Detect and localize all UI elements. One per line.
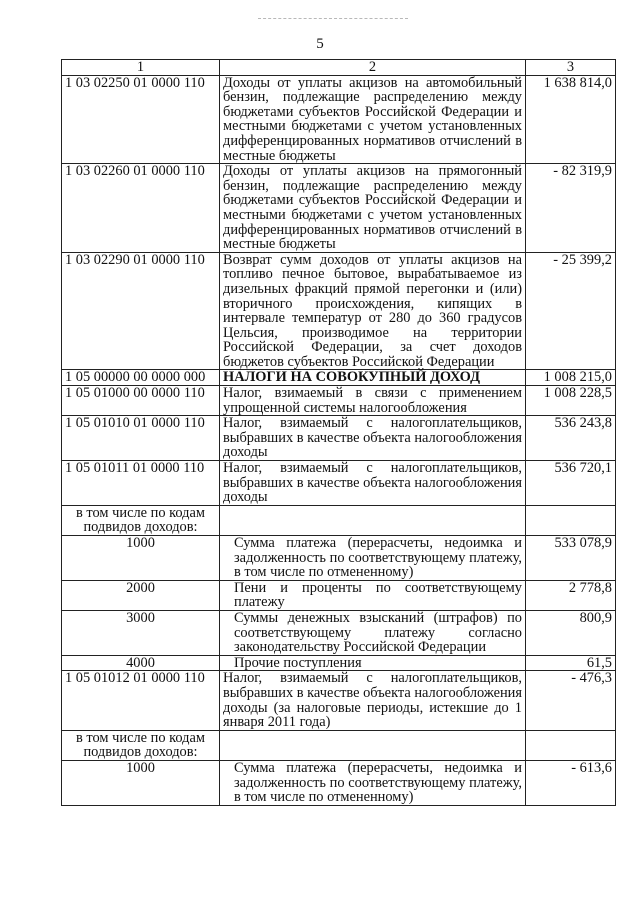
table-row: [62, 75, 616, 164]
description-cell: Налог, взимаемый с налогоплательщиков, выбравших в качестве объекта налогообложения доходы: [220, 416, 526, 461]
amount-cell: [526, 730, 616, 760]
table-body: [62, 75, 616, 805]
table-row: [62, 671, 616, 730]
table-header-row: [62, 60, 616, 76]
description-cell: НАЛОГИ НА СОВОКУПНЫЙ ДОХОД: [220, 370, 526, 386]
description-cell: Доходы от уплаты акцизов на автомобильный бензин, подлежащие распределению между бюджетами субъектов Российской Федерации и местными бюджетами с учетом установленных дифференцированных нормативов отчислений в местные бюджеты: [220, 75, 526, 164]
amount-cell: 1 008 215,0: [526, 370, 616, 386]
description-cell: Налог, взимаемый в связи с применением упрощенной системы налогообложения: [220, 386, 526, 416]
column-header-amount: 3: [526, 60, 616, 76]
table-row: [62, 580, 616, 610]
description-cell: Налог, взимаемый с налогоплательщиков, выбравших в качестве объекта налогообложения доходы: [220, 461, 526, 506]
code-cell: 1 03 02250 01 0000 110: [62, 75, 220, 164]
amount-cell: - 25 399,2: [526, 252, 616, 370]
code-cell: 4000: [62, 655, 220, 671]
column-header-code: 1: [62, 60, 220, 76]
code-cell: 1 05 00000 00 0000 000: [62, 370, 220, 386]
subtype-label-cell: в том числе по кодам подвидов доходов:: [62, 505, 220, 535]
amount-cell: 536 720,1: [526, 461, 616, 506]
code-cell: 1 03 02290 01 0000 110: [62, 252, 220, 370]
code-cell: 1 05 01010 01 0000 110: [62, 416, 220, 461]
description-cell: Сумма платежа (перерасчеты, недоимка и задолженность по соответствующему платежу, в том числе по отмененному): [220, 536, 526, 581]
amount-cell: - 613,6: [526, 760, 616, 805]
code-cell: 2000: [62, 580, 220, 610]
table-row: [62, 252, 616, 370]
description-cell: [220, 730, 526, 760]
amount-cell: 1 008 228,5: [526, 386, 616, 416]
scan-artifact-line: [258, 18, 408, 19]
table-row: [62, 610, 616, 655]
code-cell: 1 05 01012 01 0000 110: [62, 671, 220, 730]
amount-cell: 2 778,8: [526, 580, 616, 610]
amount-cell: 536 243,8: [526, 416, 616, 461]
code-cell: 1000: [62, 760, 220, 805]
code-cell: 1 05 01011 01 0000 110: [62, 461, 220, 506]
table-row: [62, 730, 616, 760]
table-row: [62, 655, 616, 671]
description-cell: Возврат сумм доходов от уплаты акцизов на топливо печное бытовое, вырабатываемое из дизельных фракций прямой перегонки и (или) вторичного происхождения, кипящих в интервале температур от 280 до 360 градусов Цельсия, производимое на территории Российской Федерации, за счет доходов бюджетов субъектов Российской Федерации: [220, 252, 526, 370]
description-cell: Пени и проценты по соответствующему платежу: [220, 580, 526, 610]
description-cell: [220, 505, 526, 535]
code-cell: 1000: [62, 536, 220, 581]
table-row: [62, 760, 616, 805]
description-cell: Прочие поступления: [220, 655, 526, 671]
table-row: [62, 536, 616, 581]
description-cell: Налог, взимаемый с налогоплательщиков, выбравших в качестве объекта налогообложения доходы (за налоговые периоды, истекшие до 1 января 2011 года): [220, 671, 526, 730]
table-row: [62, 386, 616, 416]
code-cell: 1 03 02260 01 0000 110: [62, 164, 220, 253]
page-number: 5: [316, 36, 324, 52]
table-row: [62, 370, 616, 386]
description-cell: Сумма платежа (перерасчеты, недоимка и задолженность по соответствующему платежу, в том числе по отмененному): [220, 760, 526, 805]
description-cell: Суммы денежных взысканий (штрафов) по соответствующему платежу согласно законодательству Российской Федерации: [220, 610, 526, 655]
column-header-description: 2: [220, 60, 526, 76]
subtype-label-cell: в том числе по кодам подвидов доходов:: [62, 730, 220, 760]
revenue-table: [61, 59, 616, 806]
code-cell: 1 05 01000 00 0000 110: [62, 386, 220, 416]
amount-cell: 800,9: [526, 610, 616, 655]
description-cell: Доходы от уплаты акцизов на прямогонный бензин, подлежащие распределению между бюджетами субъектов Российской Федерации и местными бюджетами с учетом установленных дифференцированных нормативов отчислений в местные бюджеты: [220, 164, 526, 253]
table-row: [62, 416, 616, 461]
amount-cell: 61,5: [526, 655, 616, 671]
table-row: [62, 461, 616, 506]
amount-cell: - 82 319,9: [526, 164, 616, 253]
table-row: [62, 164, 616, 253]
amount-cell: [526, 505, 616, 535]
amount-cell: 1 638 814,0: [526, 75, 616, 164]
amount-cell: - 476,3: [526, 671, 616, 730]
table-row: [62, 505, 616, 535]
code-cell: 3000: [62, 610, 220, 655]
amount-cell: 533 078,9: [526, 536, 616, 581]
